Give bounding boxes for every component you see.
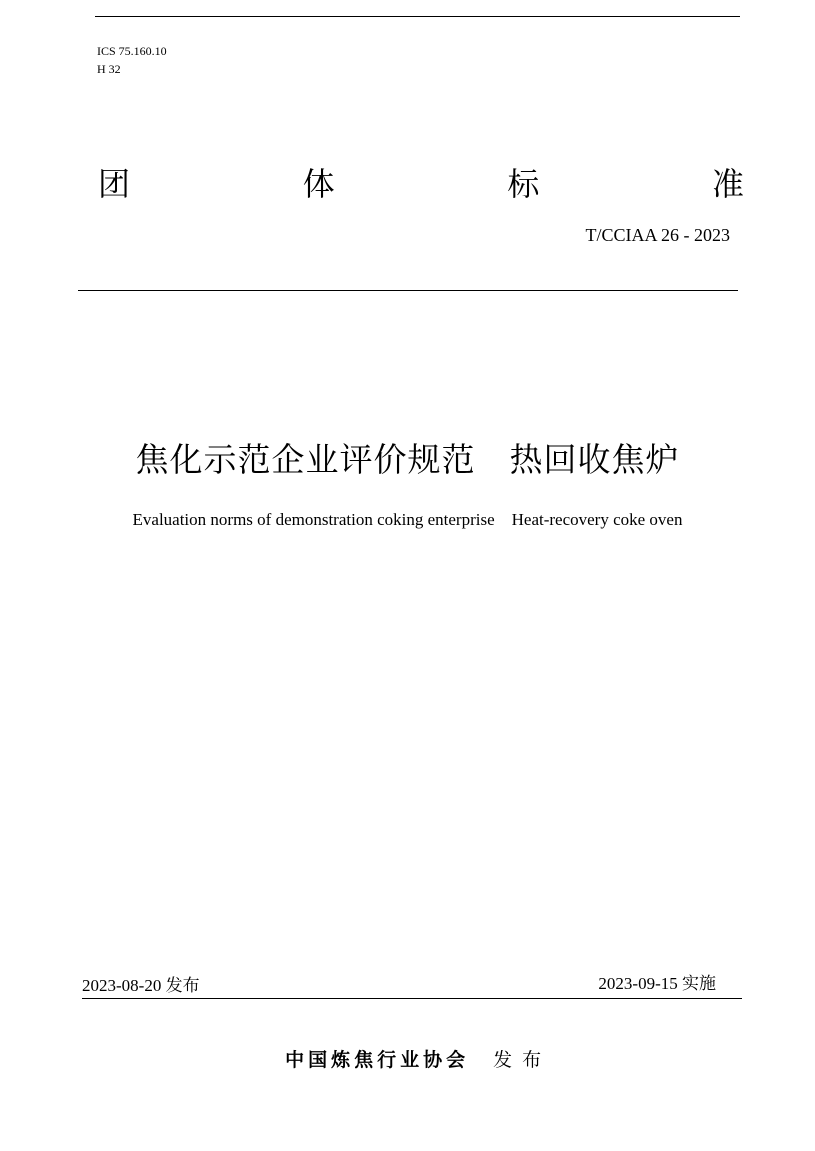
date-line	[82, 974, 742, 999]
standard-type-char: 体	[302, 165, 335, 203]
issuer-action: 发布	[493, 1049, 552, 1071]
classification-codes	[97, 42, 167, 78]
top-rule	[95, 16, 740, 17]
implement-date-block	[598, 974, 716, 994]
issuer-name: 中国炼焦行业协会	[285, 1049, 470, 1071]
standard-type-char: 团	[98, 165, 131, 203]
issue-label: 发布	[165, 976, 200, 996]
implement-date: 2023-09-15	[598, 974, 678, 993]
standard-number: T/CCIAA 26 - 2023	[585, 225, 730, 245]
standard-type	[98, 162, 744, 206]
standard-type-char: 准	[711, 165, 744, 203]
issue-date: 2023-08-20	[82, 976, 162, 995]
title-chinese: 焦化示范企业评价规范 热回收焦炉	[135, 440, 680, 479]
ics-code: ICS 75.160.10	[97, 44, 167, 58]
ccs-code: H 32	[97, 62, 121, 76]
issue-date-block	[82, 976, 200, 996]
title-english: Evaluation norms of demonstration coking enterprise Heat-recovery coke oven	[132, 510, 683, 529]
issuing-organization	[0, 1021, 815, 1073]
header-divider	[78, 290, 738, 291]
standard-type-char: 标	[507, 165, 540, 203]
implement-label: 实施	[682, 974, 716, 994]
